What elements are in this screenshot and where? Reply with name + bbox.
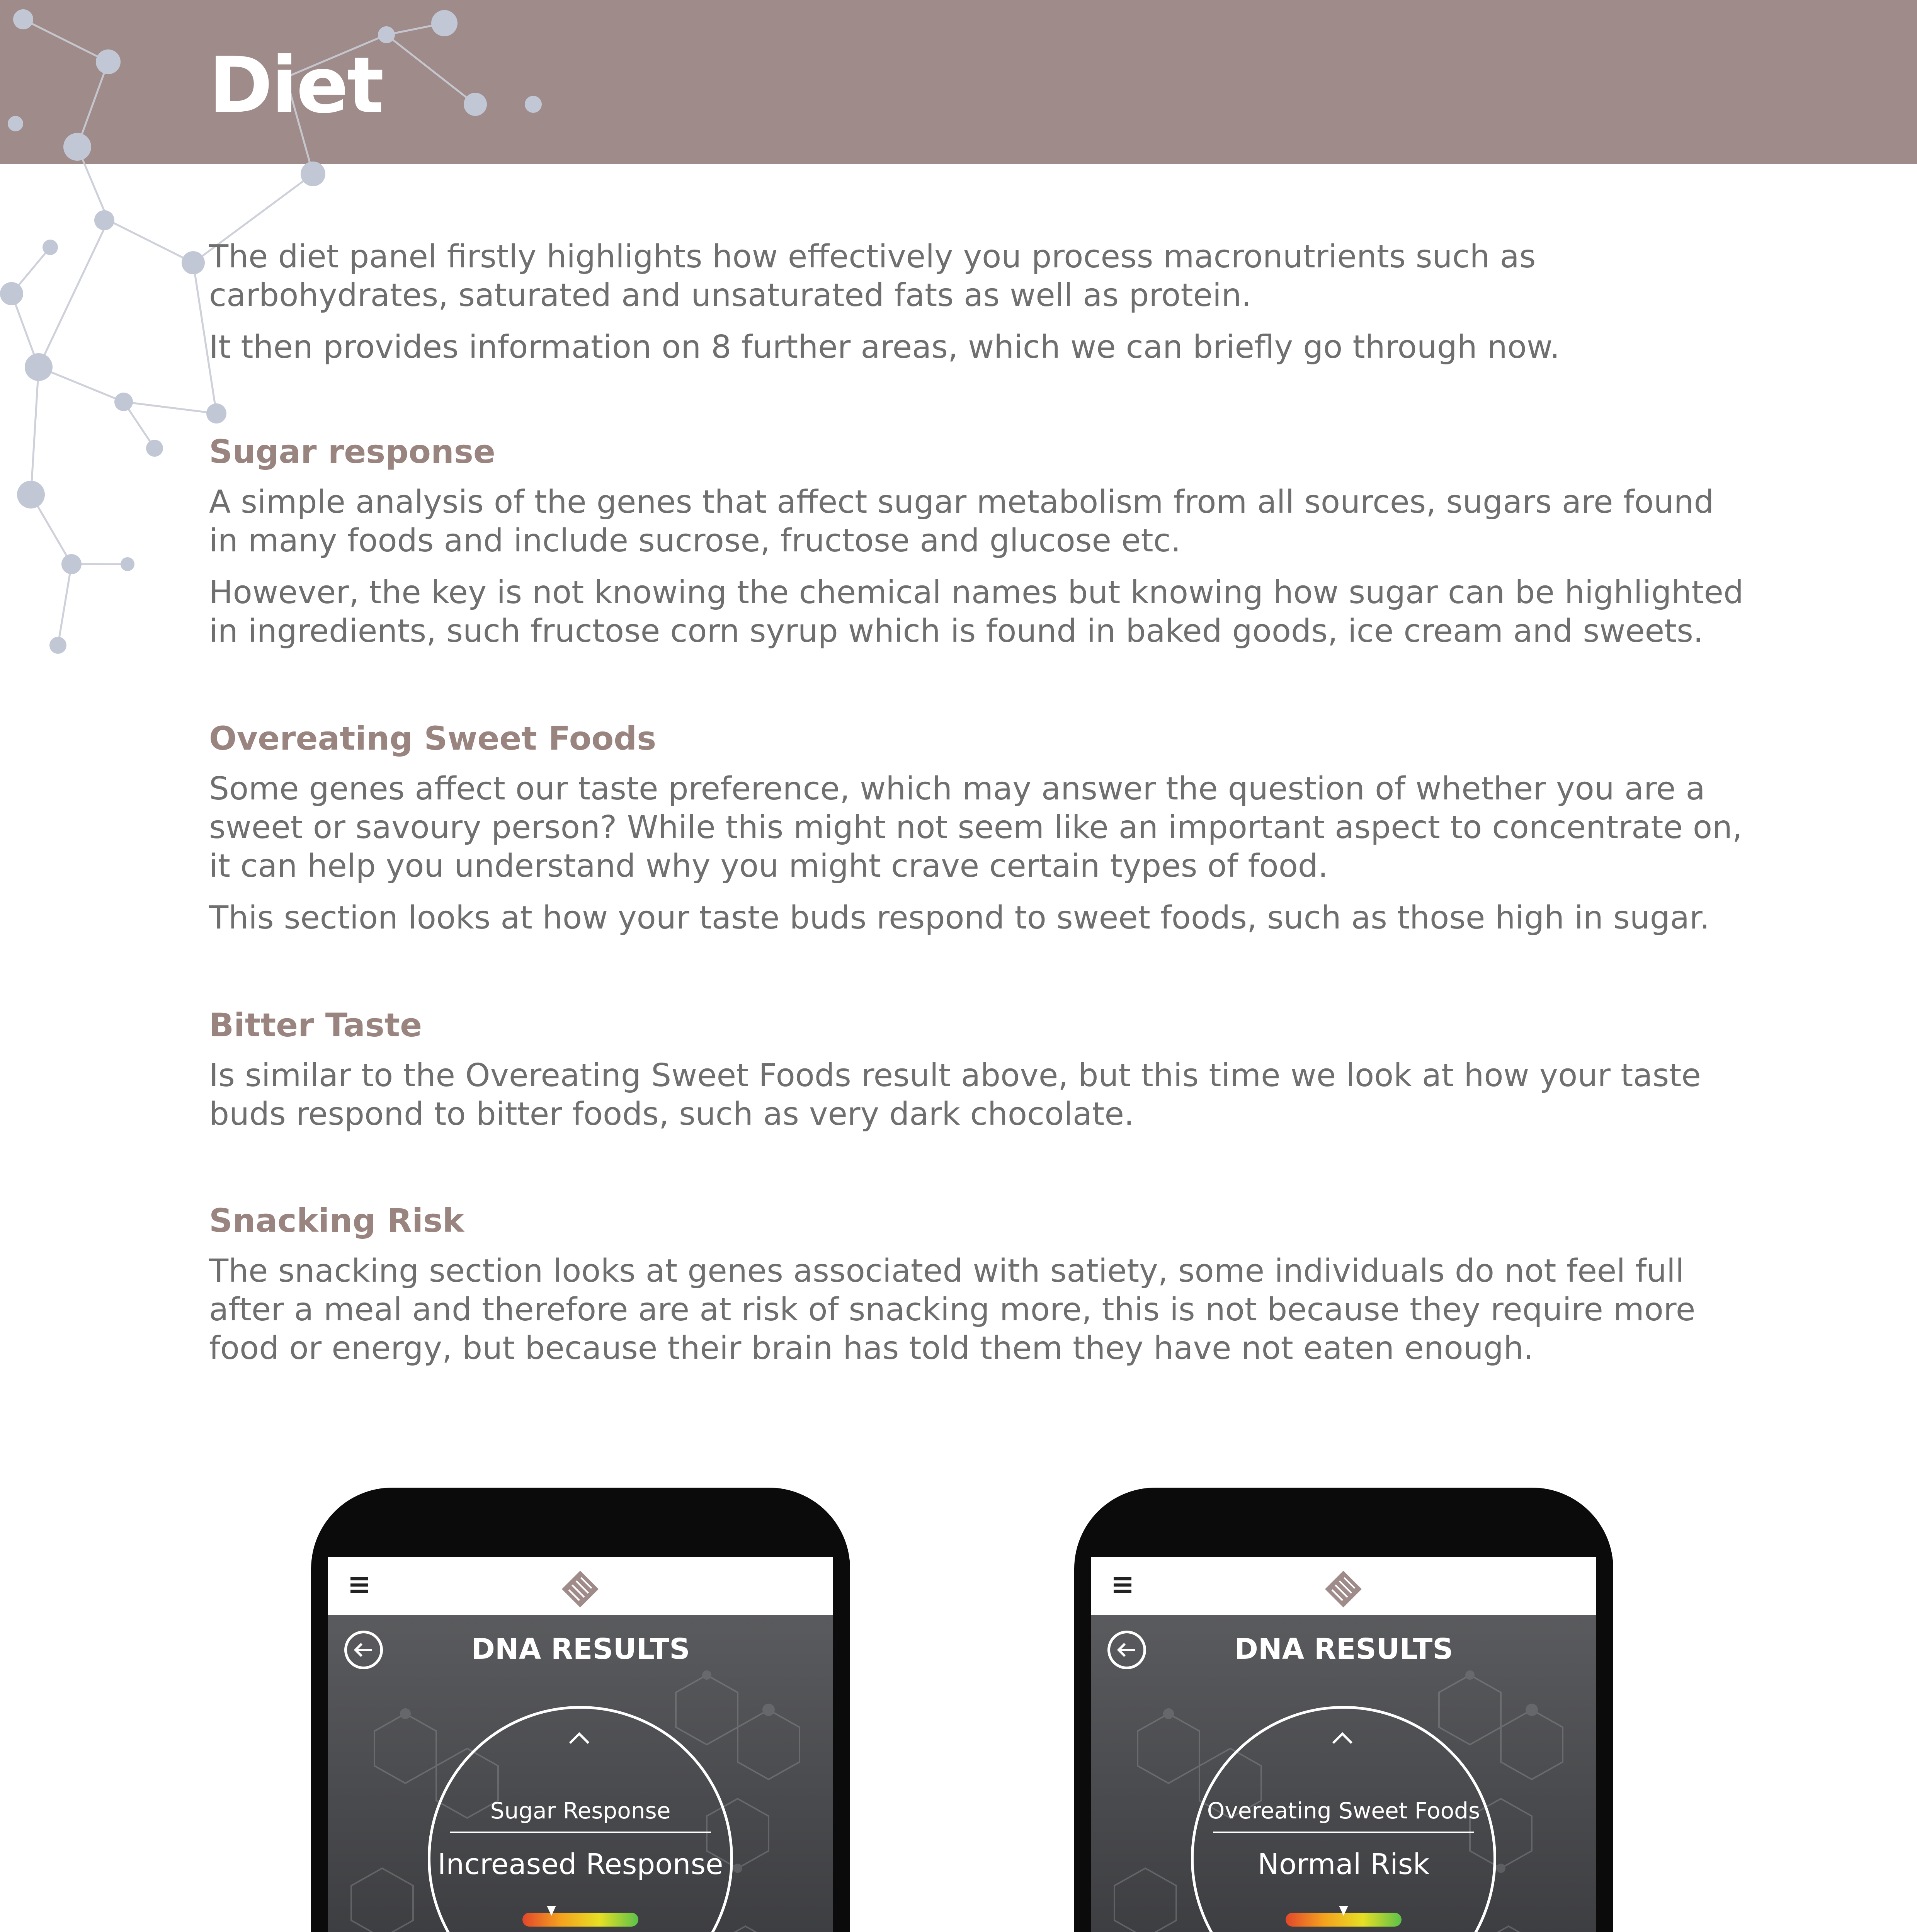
phone-screen bbox=[1091, 1557, 1596, 1932]
phone-mockup-left bbox=[311, 1488, 850, 1932]
risk-gauge-marker bbox=[547, 1906, 556, 1916]
phone-screen bbox=[328, 1557, 833, 1932]
section-paragraph: Some genes affect our taste preference, which may answer the question of whether you are a sweet or savoury person? While this might not seem like an important aspect to concentrate on, it can help you understand why you might crave certain types of food. bbox=[209, 770, 1743, 884]
section-heading: Overeating Sweet Foods bbox=[209, 719, 657, 757]
section-heading: Bitter Taste bbox=[209, 1006, 422, 1044]
section-paragraph: Is similar to the Overeating Sweet Foods result above, but this time we look at how your taste buds respond to bitter foods, such as very dark chocolate. bbox=[209, 1057, 1701, 1133]
app-topbar bbox=[328, 1557, 833, 1615]
ring-divider bbox=[1213, 1832, 1474, 1833]
intro-paragraph-1: The diet panel firstly highlights how effectively you process macronutrients such as carbohydrates, saturated and unsaturated fats as well as protein. bbox=[209, 238, 1536, 314]
result-value: Normal Risk bbox=[1257, 1848, 1430, 1881]
chevron-up-icon[interactable] bbox=[568, 1730, 591, 1745]
app-topbar bbox=[1091, 1557, 1596, 1615]
page-title: Diet bbox=[209, 41, 383, 131]
section-paragraph: The snacking section looks at genes associated with satiety, some individuals do not feel full after a meal and therefore are at risk of snacking more, this is not because they require more food or energy, but because their brain has told them they have not eaten enough. bbox=[209, 1253, 1696, 1367]
risk-gauge-marker bbox=[1339, 1906, 1348, 1916]
intro-paragraph-2: It then provides information on 8 further areas, which we can briefly go through now. bbox=[209, 329, 1560, 366]
section-heading: Snacking Risk bbox=[209, 1202, 464, 1240]
section-paragraph: However, the key is not knowing the chemical names but knowing how sugar can be highlighted in ingredients, such fructose corn syrup which is found in baked goods, ice cream and sweets. bbox=[209, 574, 1744, 650]
menu-icon[interactable] bbox=[1114, 1577, 1131, 1593]
section-paragraph: This section looks at how your taste buds respond to sweet foods, such as those high in sugar. bbox=[209, 900, 1710, 936]
brand-logo-icon bbox=[1323, 1569, 1364, 1609]
hero-title: DNA RESULTS bbox=[1234, 1633, 1453, 1666]
section-heading: Sugar response bbox=[209, 433, 495, 471]
section-sugar-response bbox=[209, 433, 1747, 651]
chevron-up-icon[interactable] bbox=[1331, 1730, 1354, 1745]
intro-block bbox=[209, 238, 1747, 367]
risk-gauge-bar bbox=[522, 1913, 638, 1927]
menu-icon[interactable] bbox=[350, 1577, 368, 1593]
section-overeating-sweet-foods bbox=[209, 719, 1747, 937]
phone-mockup-right bbox=[1074, 1488, 1613, 1932]
result-category: Sugar Response bbox=[490, 1798, 671, 1824]
dna-results-hero bbox=[328, 1615, 833, 1932]
section-bitter-taste bbox=[209, 1006, 1747, 1134]
brand-logo-icon bbox=[560, 1569, 600, 1609]
section-snacking-risk bbox=[209, 1202, 1747, 1368]
result-category: Overeating Sweet Foods bbox=[1207, 1798, 1480, 1824]
ring-divider bbox=[450, 1832, 711, 1833]
section-paragraph: A simple analysis of the genes that affect sugar metabolism from all sources, sugars are found in many foods and include sucrose, fructose and glucose etc. bbox=[209, 484, 1714, 559]
result-value: Increased Response bbox=[437, 1848, 723, 1881]
hero-title: DNA RESULTS bbox=[471, 1633, 690, 1666]
dna-results-hero bbox=[1091, 1615, 1596, 1932]
